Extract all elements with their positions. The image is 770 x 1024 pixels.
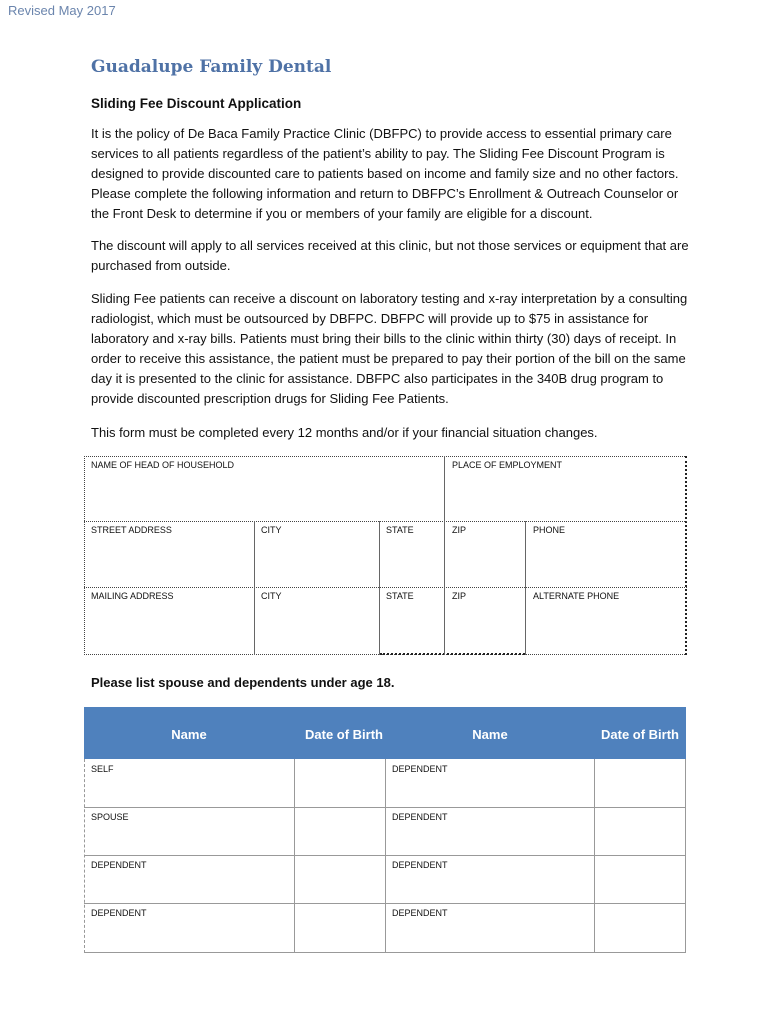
table-row-left[interactable]: DEPENDENT: [91, 908, 147, 918]
col-line-4: [685, 759, 686, 953]
table-row-right[interactable]: DEPENDENT: [392, 812, 448, 822]
discount-scope-paragraph: The discount will apply to all services received at this clinic, but not those services or equipment that are purchased from outside.: [91, 238, 689, 273]
col-line-3: [594, 759, 595, 953]
col-line-0: [84, 759, 85, 953]
alternate-phone-field[interactable]: ALTERNATE PHONE: [533, 591, 620, 601]
mailing-zip-field[interactable]: ZIP: [452, 591, 467, 601]
col-line-2: [385, 759, 386, 953]
zip-bottom-border: [380, 653, 525, 655]
city-field[interactable]: CITY: [261, 525, 282, 535]
col-line-1: [294, 759, 295, 953]
header-dob-left: Date of Birth: [305, 727, 383, 742]
lab-xray-paragraph: Sliding Fee patients can receive a discount on laboratory testing and x-ray interpretation by a consulting radiologist, which must be outsourced by DBFPC. DBFPC will provide up to $75 in assistance for laboratory and x-ray bills. Patients must bring their bills to the clinic within thirty (30) days of receipt. In order to receive this assistance, the patient must be prepared to pay their portion of the bill on the same day it is presented to the clinic for assistance. DBFPC also participates in the 340B drug program to provide discounted prescription drugs for Sliding Fee Patients.: [91, 291, 688, 406]
col-separator-phone: [525, 521, 526, 655]
table-row-left[interactable]: SELF: [91, 764, 114, 774]
box-top-border: [84, 456, 687, 457]
table-row-right[interactable]: DEPENDENT: [392, 860, 448, 870]
dependents-table: [84, 707, 686, 953]
box-right-border: [685, 456, 687, 655]
mailing-state-field[interactable]: STATE: [386, 591, 414, 601]
policy-paragraph: It is the policy of De Baca Family Practice Clinic (DBFPC) to provide access to essential primary care services to all patients regardless of the patient’s ability to pay. The Sliding Fee Discount Program is designed to provide discounted care to patients based on income and family size and no other factors. Please complete the following information and return to DBFPC’s Enrollment & Outreach Counselor or the Front Desk to determine if you or members of your family are eligible for a discount.: [91, 126, 679, 221]
organization-name: Guadalupe Family Dental: [91, 57, 332, 77]
revised-date: Revised May 2017: [8, 3, 116, 18]
phone-field[interactable]: PHONE: [533, 525, 566, 535]
header-name-right: Name: [472, 727, 508, 742]
state-field[interactable]: STATE: [386, 525, 414, 535]
row-separator-2: [84, 587, 687, 588]
mailing-address-field[interactable]: MAILING ADDRESS: [91, 591, 174, 601]
mailing-city-field[interactable]: CITY: [261, 591, 282, 601]
head-of-household-field[interactable]: NAME OF HEAD OF HOUSEHOLD: [91, 460, 235, 470]
table-row-right[interactable]: DEPENDENT: [392, 908, 448, 918]
renewal-paragraph: This form must be completed every 12 months and/or if your financial situation changes.: [91, 425, 598, 440]
household-info-box: [84, 456, 687, 655]
street-address-field[interactable]: STREET ADDRESS: [91, 525, 172, 535]
box-left-border: [84, 456, 85, 655]
header-dob-right: Date of Birth: [601, 727, 679, 742]
place-of-employment-field[interactable]: PLACE OF EMPLOYMENT: [452, 460, 563, 470]
header-name-left: Name: [171, 727, 207, 742]
form-title: Sliding Fee Discount Application: [91, 96, 302, 111]
table-row-left[interactable]: SPOUSE: [91, 812, 129, 822]
table-row-right[interactable]: DEPENDENT: [392, 764, 448, 774]
dependents-heading: Please list spouse and dependents under age 18.: [91, 675, 395, 690]
row-separator-1: [84, 521, 687, 522]
zip-field[interactable]: ZIP: [452, 525, 467, 535]
col-separator-employment: [444, 456, 445, 655]
col-separator-state: [379, 521, 380, 655]
table-row-left[interactable]: DEPENDENT: [91, 860, 147, 870]
col-separator-city: [254, 521, 255, 655]
